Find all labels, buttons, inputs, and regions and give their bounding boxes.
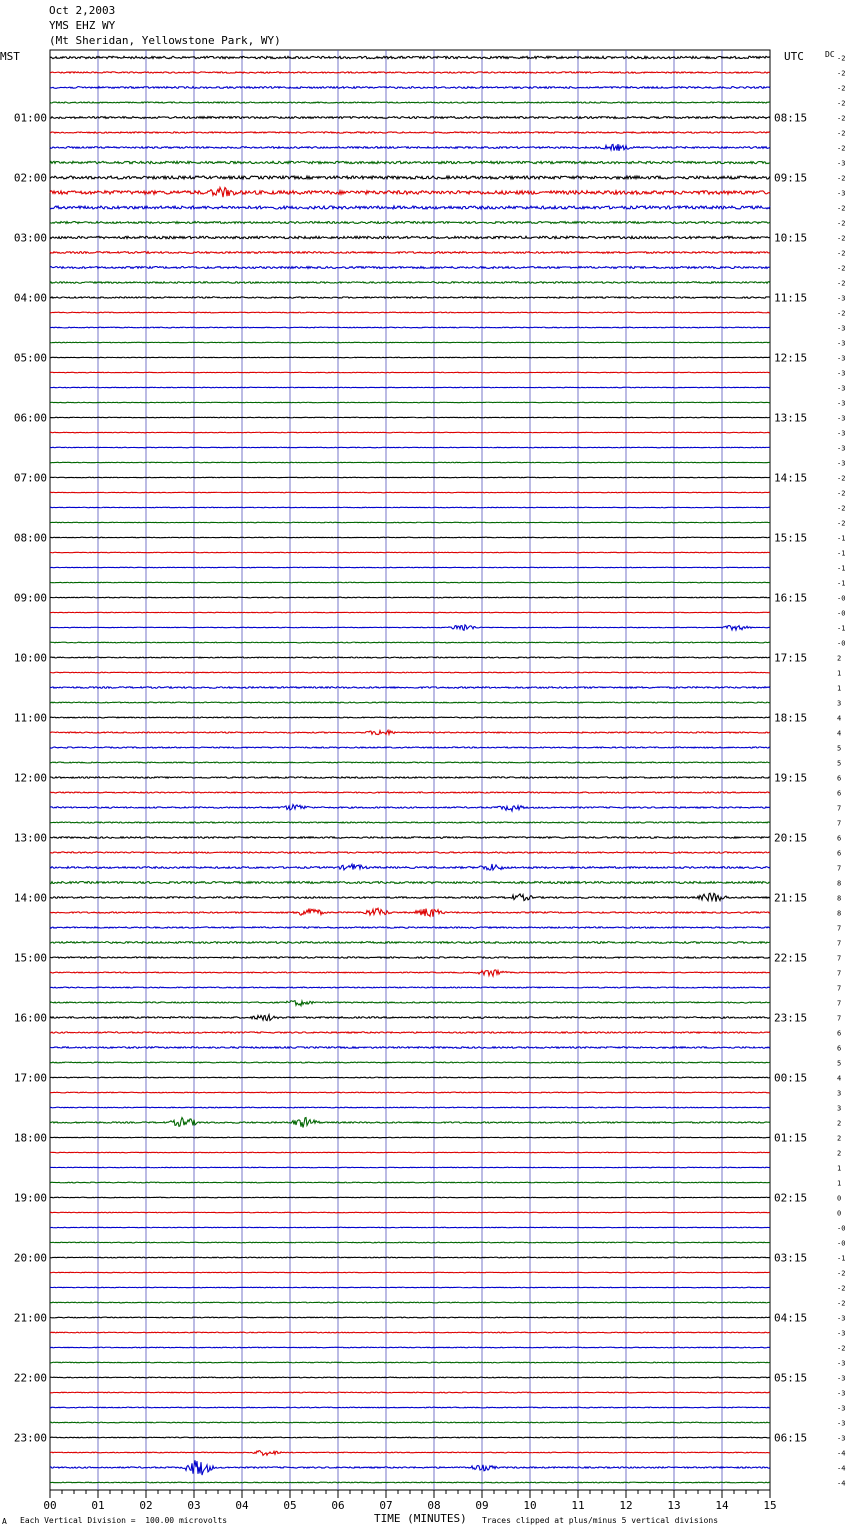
right-hour-label: 04:15: [774, 1311, 808, 1325]
seismic-trace: [50, 1272, 770, 1273]
seismic-trace: [50, 1332, 770, 1333]
right-hour-label: 14:15: [774, 471, 808, 485]
seismic-trace: [50, 1377, 770, 1378]
dc-offset-label: 6: [837, 1044, 842, 1053]
right-hour-label: 11:15: [774, 291, 808, 305]
dc-offset-label: -3: [837, 459, 846, 468]
dc-offset-label: -4: [837, 1464, 846, 1473]
seismic-trace: [50, 837, 770, 839]
seismic-trace: [50, 612, 770, 613]
dc-offset-label: -3: [837, 1329, 846, 1338]
seismic-trace: [50, 864, 770, 870]
right-timezone-label: UTC: [784, 50, 804, 63]
scale-note: Each Vertical Division = 100.00 microvolts: [20, 1516, 228, 1525]
seismic-trace: [50, 1015, 770, 1021]
left-hour-label: 13:00: [13, 831, 47, 845]
station-location: (Mt Sheridan, Yellowstone Park, WY): [49, 34, 281, 47]
dc-offset-label: 3: [837, 1089, 842, 1098]
seismic-trace: [50, 1197, 770, 1198]
dc-offset-label: -3: [837, 429, 846, 438]
dc-offset-label: -2: [837, 99, 846, 108]
left-hour-label: 20:00: [13, 1251, 47, 1265]
dc-offset-label: -2: [837, 504, 846, 513]
dc-offset-label: -3: [837, 384, 846, 393]
seismic-trace: [50, 927, 770, 928]
seismic-trace: [50, 342, 770, 343]
seismic-trace: [50, 1032, 770, 1033]
left-hour-label: 02:00: [13, 171, 47, 185]
dc-offset-label: 5: [837, 744, 842, 753]
dc-offset-label: -3: [837, 1419, 846, 1428]
x-tick-label: 15: [763, 1499, 777, 1512]
right-hour-label: 19:15: [774, 771, 808, 785]
left-hour-label: 15:00: [13, 951, 47, 965]
right-hour-label: 16:15: [774, 591, 808, 605]
right-hour-label: 23:15: [774, 1011, 808, 1025]
dc-offset-label: -2: [837, 1284, 846, 1293]
x-tick-label: 12: [619, 1499, 633, 1512]
right-hour-label: 22:15: [774, 951, 808, 965]
dc-offset-label: -1: [837, 579, 846, 588]
left-hour-label: 12:00: [13, 771, 47, 785]
station-code: YMS EHZ WY: [49, 19, 116, 32]
seismic-trace: [50, 942, 770, 944]
dc-offset-label: -3: [837, 1404, 846, 1413]
right-hour-label: 17:15: [774, 651, 808, 665]
right-hour-label: 18:15: [774, 711, 808, 725]
dc-offset-label: -0: [837, 1239, 846, 1248]
dc-offset-label: 6: [837, 1029, 842, 1038]
right-hour-label: 13:15: [774, 411, 808, 425]
left-hour-label: 04:00: [13, 291, 47, 305]
dc-offset-label: -4: [837, 1479, 846, 1488]
left-hour-label: 05:00: [13, 351, 47, 365]
dc-offset-label: -3: [837, 444, 846, 453]
seismic-trace: [50, 882, 770, 884]
dc-offset-label: 7: [837, 984, 842, 993]
dc-offset-label: -2: [837, 1299, 846, 1308]
seismic-trace: [50, 297, 770, 298]
dc-offset-label: -2: [837, 204, 846, 213]
dc-offset-label: 6: [837, 789, 842, 798]
right-hour-label: 05:15: [774, 1371, 808, 1385]
dc-offset-label: 8: [837, 894, 842, 903]
dc-offset-label: 6: [837, 774, 842, 783]
seismic-trace: [50, 176, 770, 179]
dc-offset-label: -2: [837, 144, 846, 153]
dc-offset-label: -2: [837, 54, 846, 63]
x-tick-label: 00: [43, 1499, 57, 1512]
seismic-trace: [50, 1317, 770, 1318]
x-tick-label: 11: [571, 1499, 585, 1512]
dc-offset-label: 4: [837, 714, 842, 723]
dc-offset-label: 2: [837, 1119, 842, 1128]
dc-offset-label: -2: [837, 219, 846, 228]
seismic-trace: [50, 552, 770, 553]
left-timezone-label: MST: [0, 50, 20, 63]
plot-date: Oct 2,2003: [49, 4, 116, 17]
dc-offset-label: -1: [837, 534, 846, 543]
x-axis-title: TIME (MINUTES): [374, 1512, 467, 1525]
seismic-trace: [50, 1062, 770, 1063]
dc-offset-label: 7: [837, 954, 842, 963]
right-hour-label: 00:15: [774, 1071, 808, 1085]
seismic-trace: [50, 1077, 770, 1078]
left-hour-label: 22:00: [13, 1371, 47, 1385]
seismic-trace: [50, 187, 770, 197]
seismic-trace: [50, 1287, 770, 1288]
seismic-trace: [50, 1347, 770, 1348]
seismic-trace: [50, 206, 770, 209]
seismic-trace: [50, 1137, 770, 1138]
seismic-trace: [50, 1257, 770, 1258]
dc-offset-label: -0: [837, 609, 846, 618]
x-tick-label: 07: [379, 1499, 393, 1512]
dc-offset-label: 3: [837, 699, 842, 708]
seismic-trace: [50, 537, 770, 538]
seismic-trace: [50, 822, 770, 823]
right-hour-label: 06:15: [774, 1431, 808, 1445]
seismic-trace: [50, 908, 770, 916]
dc-offset-label: -3: [837, 1434, 846, 1443]
dc-offset-label: -1: [837, 564, 846, 573]
dc-offset-label: 7: [837, 924, 842, 933]
dc-offset-label: -3: [837, 159, 846, 168]
seismic-trace: [50, 417, 770, 418]
right-hour-label: 01:15: [774, 1131, 808, 1145]
seismic-trace: [50, 970, 770, 976]
seismic-trace: [50, 1001, 770, 1006]
seismic-trace: [50, 957, 770, 958]
dc-offset-label: 2: [837, 1149, 842, 1158]
right-hour-label: 20:15: [774, 831, 808, 845]
dc-offset-label: 7: [837, 819, 842, 828]
seismic-trace: [50, 777, 770, 778]
dc-offset-label: -2: [837, 174, 846, 183]
seismic-trace: [50, 987, 770, 988]
seismic-trace: [50, 447, 770, 448]
dc-header-label: DC: [825, 50, 835, 59]
plot-frame: [50, 50, 770, 1490]
seismic-trace: [50, 1227, 770, 1228]
seismic-trace: [50, 1242, 770, 1243]
dc-offset-label: -2: [837, 129, 846, 138]
dc-offset-label: 7: [837, 1014, 842, 1023]
dc-offset-label: 7: [837, 939, 842, 948]
seismic-trace: [50, 327, 770, 328]
dc-offset-label: -3: [837, 294, 846, 303]
dc-offset-label: 0: [837, 1209, 842, 1218]
seismic-trace: [50, 312, 770, 313]
dc-offset-label: -3: [837, 1359, 846, 1368]
dc-offset-label: 7: [837, 999, 842, 1008]
left-hour-label: 16:00: [13, 1011, 47, 1025]
seismic-trace: [50, 1302, 770, 1303]
seismic-trace: [50, 567, 770, 568]
dc-offset-label: 7: [837, 804, 842, 813]
dc-offset-label: -3: [837, 399, 846, 408]
seismic-trace: [50, 267, 770, 269]
dc-offset-label: 7: [837, 864, 842, 873]
seismic-trace: [50, 747, 770, 748]
seismic-trace: [50, 1092, 770, 1093]
dc-offset-label: -2: [837, 234, 846, 243]
corner-mark: A: [2, 1517, 7, 1526]
seismic-trace: [50, 672, 770, 673]
x-tick-label: 05: [283, 1499, 297, 1512]
seismic-trace: [50, 687, 770, 689]
dc-offset-label: -4: [837, 1449, 846, 1458]
seismic-trace: [50, 1422, 770, 1423]
seismic-trace: [50, 1362, 770, 1363]
dc-offset-label: -2: [837, 249, 846, 258]
seismic-trace: [50, 1407, 770, 1408]
dc-offset-label: -2: [837, 69, 846, 78]
dc-offset-label: 4: [837, 1074, 842, 1083]
seismic-trace: [50, 1047, 770, 1049]
right-hour-label: 08:15: [774, 111, 808, 125]
dc-offset-label: 5: [837, 1059, 842, 1068]
seismic-trace: [50, 792, 770, 793]
dc-offset-label: -2: [837, 1269, 846, 1278]
x-tick-label: 10: [523, 1499, 537, 1512]
seismic-trace: [50, 372, 770, 373]
left-hour-label: 07:00: [13, 471, 47, 485]
seismic-trace: [50, 132, 770, 133]
seismic-trace: [50, 625, 770, 630]
left-hour-label: 19:00: [13, 1191, 47, 1205]
seismic-trace: [50, 1482, 770, 1483]
dc-offset-label: -3: [837, 1389, 846, 1398]
dc-offset-label: -2: [837, 279, 846, 288]
left-hour-label: 17:00: [13, 1071, 47, 1085]
seismic-trace: [50, 432, 770, 433]
dc-offset-label: -0: [837, 594, 846, 603]
left-hour-label: 14:00: [13, 891, 47, 905]
x-tick-label: 04: [235, 1499, 249, 1512]
left-hour-label: 08:00: [13, 531, 47, 545]
seismic-trace: [50, 1182, 770, 1183]
right-hour-label: 12:15: [774, 351, 808, 365]
seismic-trace: [50, 582, 770, 583]
seismic-trace: [50, 282, 770, 284]
seismic-trace: [50, 161, 770, 163]
seismic-trace: [50, 72, 770, 73]
dc-offset-label: -2: [837, 264, 846, 273]
right-hour-label: 02:15: [774, 1191, 808, 1205]
dc-offset-label: 7: [837, 969, 842, 978]
seismic-trace: [50, 1437, 770, 1438]
dc-offset-label: 1: [837, 684, 842, 693]
x-tick-label: 06: [331, 1499, 345, 1512]
dc-offset-label: -1: [837, 549, 846, 558]
seismic-trace: [50, 102, 770, 103]
clip-note: Traces clipped at plus/minus 5 vertical divisions: [482, 1516, 719, 1525]
x-tick-label: 14: [715, 1499, 729, 1512]
left-hour-label: 23:00: [13, 1431, 47, 1445]
dc-offset-label: 3: [837, 1104, 842, 1113]
seismic-trace: [50, 1212, 770, 1213]
right-hour-label: 03:15: [774, 1251, 808, 1265]
dc-offset-label: 4: [837, 729, 842, 738]
dc-offset-label: 1: [837, 1164, 842, 1173]
left-hour-label: 11:00: [13, 711, 47, 725]
seismic-trace: [50, 522, 770, 523]
dc-offset-label: -0: [837, 639, 846, 648]
right-hour-label: 15:15: [774, 531, 808, 545]
dc-offset-label: -3: [837, 1374, 846, 1383]
dc-offset-label: -2: [837, 519, 846, 528]
dc-offset-label: 6: [837, 849, 842, 858]
dc-offset-label: -1: [837, 624, 846, 633]
seismic-trace: [50, 222, 770, 224]
seismic-trace: [50, 1451, 770, 1456]
dc-offset-label: -3: [837, 189, 846, 198]
dc-offset-label: -3: [837, 339, 846, 348]
dc-offset-label: 8: [837, 909, 842, 918]
seismic-trace: [50, 357, 770, 358]
seismic-trace: [50, 144, 770, 151]
seismic-trace: [50, 1167, 770, 1168]
dc-offset-label: 2: [837, 654, 842, 663]
dc-offset-label: 5: [837, 759, 842, 768]
dc-offset-label: -2: [837, 114, 846, 123]
seismic-trace: [50, 717, 770, 718]
x-tick-label: 03: [187, 1499, 201, 1512]
right-hour-label: 10:15: [774, 231, 808, 245]
dc-offset-label: -0: [837, 1224, 846, 1233]
left-hour-label: 09:00: [13, 591, 47, 605]
left-hour-label: 03:00: [13, 231, 47, 245]
seismic-trace: [50, 56, 770, 58]
seismic-trace: [50, 805, 770, 811]
seismic-trace: [50, 252, 770, 254]
dc-offset-label: 1: [837, 669, 842, 678]
left-hour-label: 10:00: [13, 651, 47, 665]
seismic-trace: [50, 387, 770, 388]
seismic-trace: [50, 852, 770, 853]
dc-offset-label: 0: [837, 1194, 842, 1203]
seismic-trace: [50, 730, 770, 734]
seismic-trace: [50, 1118, 770, 1128]
seismic-trace: [50, 1392, 770, 1393]
seismic-trace: [50, 462, 770, 463]
dc-offset-label: -2: [837, 1344, 846, 1353]
x-tick-label: 01: [91, 1499, 105, 1512]
dc-offset-label: 8: [837, 879, 842, 888]
right-hour-label: 21:15: [774, 891, 808, 905]
seismic-trace: [50, 642, 770, 643]
left-hour-label: 01:00: [13, 111, 47, 125]
seismic-trace: [50, 492, 770, 493]
seismic-trace: [50, 402, 770, 403]
seismic-trace: [50, 657, 770, 658]
dc-offset-label: -3: [837, 369, 846, 378]
dc-offset-label: -2: [837, 489, 846, 498]
dc-offset-label: -3: [837, 324, 846, 333]
seismic-trace: [50, 893, 770, 901]
seismic-trace: [50, 1107, 770, 1108]
dc-offset-label: -3: [837, 354, 846, 363]
dc-offset-label: -3: [837, 414, 846, 423]
seismic-trace: [50, 507, 770, 508]
dc-offset-label: -2: [837, 474, 846, 483]
seismic-trace: [50, 117, 770, 119]
seismic-trace: [50, 236, 770, 238]
dc-offset-label: 1: [837, 1179, 842, 1188]
seismic-trace: [50, 87, 770, 89]
dc-offset-label: 2: [837, 1134, 842, 1143]
x-tick-label: 09: [475, 1499, 489, 1512]
x-tick-label: 08: [427, 1499, 441, 1512]
dc-offset-label: -2: [837, 84, 846, 93]
left-hour-label: 18:00: [13, 1131, 47, 1145]
dc-offset-label: -2: [837, 309, 846, 318]
seismic-trace: [50, 597, 770, 598]
seismic-trace: [50, 702, 770, 703]
seismic-trace: [50, 1460, 770, 1475]
seismic-trace: [50, 477, 770, 478]
seismic-trace: [50, 762, 770, 763]
seismic-trace: [50, 1152, 770, 1153]
dc-offset-label: -1: [837, 1254, 846, 1263]
left-hour-label: 06:00: [13, 411, 47, 425]
x-tick-label: 13: [667, 1499, 681, 1512]
left-hour-label: 21:00: [13, 1311, 47, 1325]
right-hour-label: 09:15: [774, 171, 808, 185]
dc-offset-label: -3: [837, 1314, 846, 1323]
x-tick-label: 02: [139, 1499, 153, 1512]
dc-offset-label: 6: [837, 834, 842, 843]
